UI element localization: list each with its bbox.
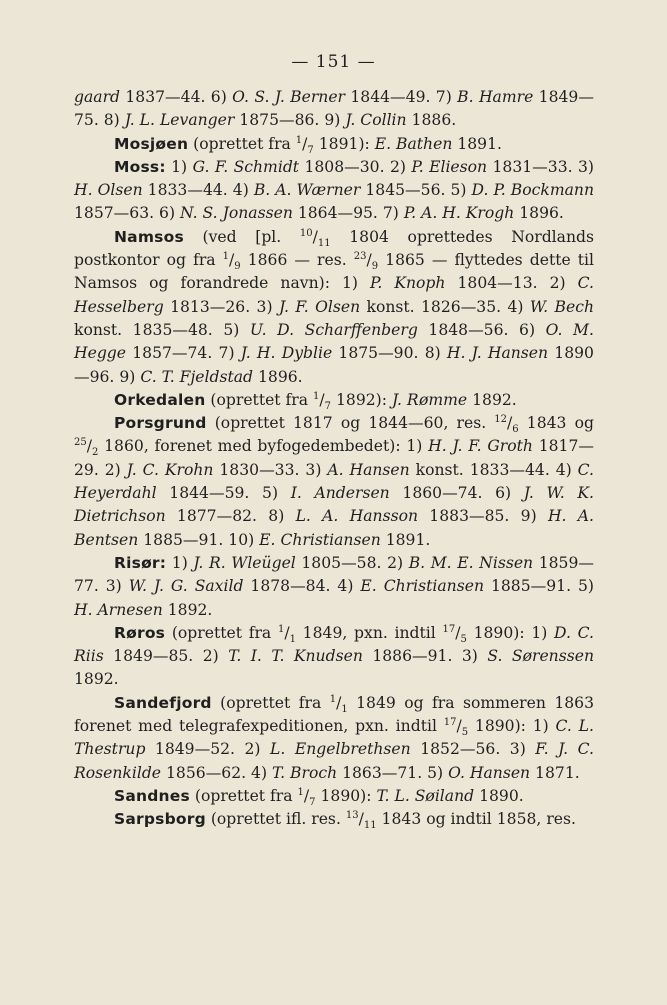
entry-paragraph xyxy=(74,389,594,412)
text-run: 1805—58. 2) xyxy=(295,553,409,572)
person-name: U. D. Scharffenberg xyxy=(249,320,418,339)
text-run: 1) xyxy=(165,157,193,176)
entry-paragraph xyxy=(74,622,594,692)
text-run: 1890): 1) xyxy=(468,717,556,736)
entry-paragraph xyxy=(74,785,594,808)
fraction-part: 17 xyxy=(442,623,456,635)
text-run: 1804 oprettedes Nordlands postkontor og fra xyxy=(74,227,594,270)
text-run: 1817—29. 2) xyxy=(74,437,594,479)
person-name: I. Andersen xyxy=(290,484,390,503)
text-run: 1875—86. 9) xyxy=(234,111,346,130)
text-run: konst. 1833—44. 4) xyxy=(409,460,578,479)
person-name: D. C. Riis xyxy=(74,623,594,666)
text-run: 1892. xyxy=(74,670,119,689)
text-run: 1896. xyxy=(514,204,564,223)
person-name: E. Christiansen xyxy=(259,530,381,549)
person-name: P. A. H. Krogh xyxy=(403,204,515,223)
fraction-part: 7 xyxy=(309,797,316,809)
text-run: (oprettet fra xyxy=(188,134,296,153)
text-run: konst. 1835—48. 5) xyxy=(74,320,250,339)
person-name: gaard xyxy=(74,88,121,106)
text-run: 1849—75. 8) xyxy=(74,88,594,130)
person-name: B. A. Wærner xyxy=(253,181,361,200)
text-run: (ved [pl. xyxy=(183,227,300,246)
place-heading: Orkedalen xyxy=(114,390,206,409)
text-run: 1859—77. 3) xyxy=(74,553,594,596)
text-run: / xyxy=(507,414,513,433)
text-run: 1843 og xyxy=(518,414,594,433)
place-heading: Risør: xyxy=(114,553,167,572)
text-run: 1877—82. 8) xyxy=(165,507,296,526)
text-run: (oprettet fra xyxy=(211,693,330,712)
fraction-part: 17 xyxy=(443,716,457,728)
entry-paragraph xyxy=(74,133,594,156)
text-run: / xyxy=(456,717,462,736)
text-run: 1871. xyxy=(530,763,580,782)
text-run: 1845—56. 5) xyxy=(360,181,472,200)
text-run: 1892. xyxy=(162,600,213,619)
person-name: D. P. Bockmann xyxy=(471,181,594,200)
fraction-part: 12 xyxy=(494,413,508,425)
text-run: 1831—33. 3) xyxy=(487,157,594,176)
text-run: 1892. xyxy=(467,390,517,409)
text-run: / xyxy=(312,227,318,246)
entry-paragraph xyxy=(74,412,594,552)
text-run: 1886—91. 3) xyxy=(362,647,488,666)
text-run: 1837—44. 6) xyxy=(120,88,233,106)
text-run: 1849—52. 2) xyxy=(145,740,271,759)
fraction-part: 9 xyxy=(371,261,379,273)
text-run: (oprettet 1817 og 1844—60, res. xyxy=(206,414,495,433)
text-run: 1849—85. 2) xyxy=(103,647,229,666)
person-name: P. Knoph xyxy=(370,274,446,293)
text-run: (oprettet fra xyxy=(165,623,278,642)
text-run: / xyxy=(336,693,342,712)
text-run: 1808—30. 2) xyxy=(299,157,412,176)
text-run: 1865 — flyttedes dette til Namsos og forandrede navn): 1) xyxy=(74,251,594,293)
fraction-part: 13 xyxy=(345,810,359,822)
fraction-part: 11 xyxy=(363,820,377,832)
text-run: / xyxy=(319,390,325,409)
person-name: C. L. Thestrup xyxy=(74,717,594,759)
person-name: F. J. C. Rosenkilde xyxy=(74,740,594,782)
place-heading: Moss: xyxy=(114,157,166,176)
text-run: 1892): xyxy=(331,390,392,409)
person-name: B. M. E. Nissen xyxy=(408,553,534,572)
text-run: konst. 1826—35. 4) xyxy=(360,297,530,316)
person-name: J. R. Wleügel xyxy=(193,553,296,572)
person-name: E. Christiansen xyxy=(360,577,484,596)
text-run: 1860—74. 6) xyxy=(389,484,524,503)
text-run: 1890—96. 9) xyxy=(74,344,594,386)
person-name: J. C. Krohn xyxy=(126,460,214,479)
person-name: L. Engelbrethsen xyxy=(270,740,411,759)
person-name: T. I. T. Knudsen xyxy=(228,647,363,666)
text-run: / xyxy=(358,810,364,829)
text-run: 1856—62. 4) xyxy=(161,763,273,782)
entry-paragraph xyxy=(74,86,594,133)
fraction-part: 5 xyxy=(461,727,469,739)
text-run: 1848—56. 6) xyxy=(417,320,546,339)
place-heading: Porsgrund xyxy=(114,414,207,433)
text-run: 1844—49. 7) xyxy=(345,88,458,106)
text-run: 1857—74. 7) xyxy=(126,344,241,363)
fraction-part: 1 xyxy=(289,633,296,645)
person-name: W. J. G. Saxild xyxy=(128,577,244,596)
fraction-part: 6 xyxy=(512,424,519,436)
text-run: / xyxy=(86,437,92,456)
fraction-part: 2 xyxy=(92,447,99,459)
text-run: 1857—63. 6) xyxy=(74,204,180,223)
person-name: J. H. Dyblie xyxy=(240,344,333,363)
text-run: 1890): 1) xyxy=(466,623,555,642)
text-run: 1804—13. 2) xyxy=(445,274,578,293)
text-run: 1891): xyxy=(313,134,375,153)
text-run: 1885—91. 5) xyxy=(484,577,594,596)
person-name: C. T. Fjeldstad xyxy=(140,367,254,386)
fraction-part: 1 xyxy=(297,786,304,798)
text-run: 1830—33. 3) xyxy=(213,460,328,479)
person-name: H. J. F. Groth xyxy=(428,437,533,456)
fraction-part: 5 xyxy=(460,633,467,645)
text-run: 1896. xyxy=(253,367,303,386)
person-name: E. Bathen xyxy=(374,134,453,153)
document-body xyxy=(74,86,594,832)
text-run: 1852—56. 3) xyxy=(410,740,536,759)
text-run: 1844—59. 5) xyxy=(156,484,291,503)
person-name: N. S. Jonassen xyxy=(180,204,293,223)
text-run: 1866 — res. xyxy=(240,251,354,270)
person-name: H. Arnesen xyxy=(74,600,163,619)
text-run: (oprettet fra xyxy=(189,786,298,805)
fraction-part: 23 xyxy=(353,250,367,262)
text-run: / xyxy=(366,251,372,270)
person-name: J. F. Olsen xyxy=(278,297,361,316)
text-run: 1813—26. 3) xyxy=(163,297,279,316)
fraction-part: 11 xyxy=(317,237,331,249)
fraction-part: 1 xyxy=(295,134,303,146)
fraction-part: 1 xyxy=(277,623,285,635)
text-run: 1891. xyxy=(380,530,431,549)
text-run: 1864—95. 7) xyxy=(292,204,404,223)
text-run: 1863—71. 5) xyxy=(337,763,449,782)
person-name: W. Bech xyxy=(529,297,594,316)
person-name: S. Sørenssen xyxy=(487,647,594,666)
entry-paragraph xyxy=(74,808,594,831)
text-run: / xyxy=(302,134,308,153)
fraction-part: 7 xyxy=(324,400,332,412)
text-run: 1833—44. 4) xyxy=(142,181,254,200)
text-run: 1890): xyxy=(315,786,377,805)
person-name: C. Hesselberg xyxy=(74,274,594,316)
person-name: G. F. Schmidt xyxy=(192,157,300,176)
place-heading: Sandnes xyxy=(114,786,190,805)
person-name: B. Hamre xyxy=(457,88,534,106)
entry-paragraph xyxy=(74,692,594,785)
fraction-part: 10 xyxy=(299,227,313,239)
person-name: J. Rømme xyxy=(391,390,468,409)
person-name: J. L. Levanger xyxy=(124,111,235,130)
text-run: 1890. xyxy=(474,786,524,805)
person-name: J. W. K. Dietrichson xyxy=(74,484,594,526)
text-run: 1885—91. 10) xyxy=(138,530,260,549)
text-run: / xyxy=(229,251,235,270)
text-run: 1860, forenet med byfogedembedet): 1) xyxy=(98,437,429,456)
text-run: 1891. xyxy=(452,134,502,153)
fraction-part: 1 xyxy=(329,693,337,705)
person-name: A. Hansen xyxy=(327,460,410,479)
place-heading: Sarpsborg xyxy=(114,810,206,829)
text-run: (oprettet ifl. res. xyxy=(205,810,346,829)
page-number: — 151 — xyxy=(291,52,376,72)
person-name: H. A. Bentsen xyxy=(74,507,595,549)
place-heading: Røros xyxy=(114,623,166,642)
text-run: 1849 og fra sommeren 1863 forenet med telegrafexpeditionen, pxn. indtil xyxy=(74,693,595,736)
person-name: O. M. Hegge xyxy=(74,320,594,363)
place-heading: Sandefjord xyxy=(114,693,212,712)
person-name: H. J. Hansen xyxy=(446,344,549,363)
person-name: L. A. Hansson xyxy=(295,507,419,526)
person-name: O. S. J. Berner xyxy=(232,88,346,106)
place-heading: Namsos xyxy=(114,227,184,246)
person-name: T. L. Søiland xyxy=(376,786,475,805)
fraction-part: 1 xyxy=(313,390,320,402)
person-name: T. Broch xyxy=(272,763,338,782)
fraction-part: 1 xyxy=(341,703,348,715)
fraction-part: 1 xyxy=(222,250,230,262)
person-name: J. Collin xyxy=(345,111,407,130)
text-run: 1843 og indtil 1858, res. xyxy=(376,810,576,829)
text-run: 1886. xyxy=(406,111,457,130)
text-run: 1878—84. 4) xyxy=(243,577,361,596)
text-run: 1849, pxn. indtil xyxy=(295,623,443,642)
entry-paragraph xyxy=(74,552,594,622)
person-name: O. Hansen xyxy=(448,763,531,782)
place-heading: Mosjøen xyxy=(114,134,189,153)
text-run: 1883—85. 9) xyxy=(418,507,548,526)
text-run: / xyxy=(303,786,310,805)
entry-paragraph xyxy=(74,156,594,226)
text-run: (oprettet fra xyxy=(205,390,314,409)
fraction-part: 9 xyxy=(234,261,241,273)
text-run: 1875—90. 8) xyxy=(332,344,447,363)
person-name: H. Olsen xyxy=(74,181,143,200)
fraction-part: 25 xyxy=(74,437,87,449)
text-run: 1) xyxy=(166,553,194,572)
fraction-part: 7 xyxy=(307,144,314,156)
text-run: / xyxy=(284,623,290,642)
text-run: / xyxy=(455,623,461,642)
person-name: C. Heyerdahl xyxy=(74,460,594,503)
person-name: P. Elieson xyxy=(411,157,488,176)
entry-paragraph xyxy=(74,226,594,389)
